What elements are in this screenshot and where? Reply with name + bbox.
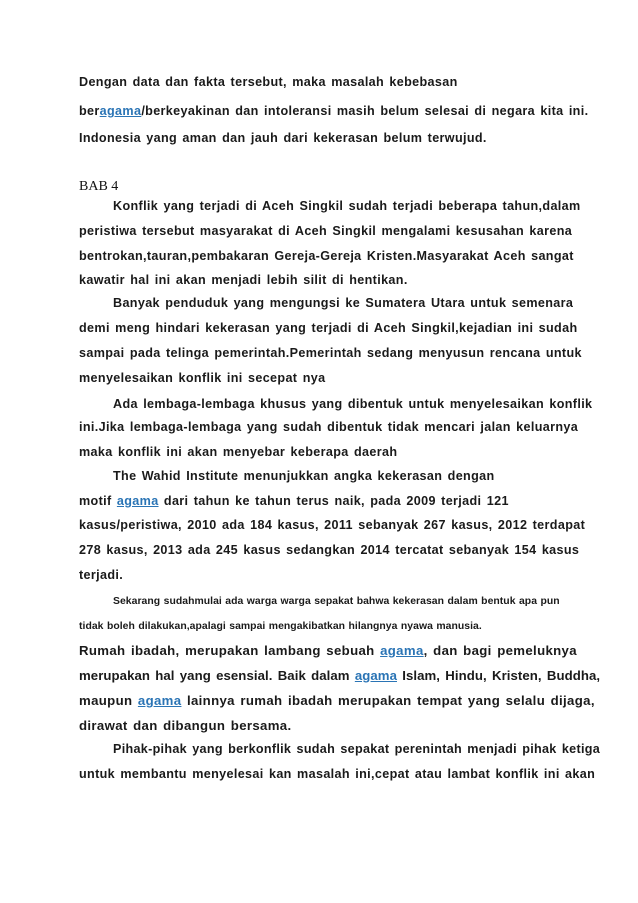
paragraph-line — [113, 596, 560, 607]
text-span: Konflik yang terjadi di Aceh Singkil sudah terjadi beberapa tahun,dalam — [113, 199, 581, 213]
paragraph-line — [79, 494, 509, 508]
paragraph-line — [79, 643, 577, 658]
text-span: dirawat dan dibangun bersama. — [79, 718, 292, 733]
paragraph-line — [79, 371, 325, 385]
paragraph-line — [113, 397, 592, 411]
paragraph-line — [79, 249, 574, 263]
text-span: The Wahid Institute menunjukkan angka kekerasan dengan — [113, 469, 495, 483]
chapter-heading: BAB 4 — [79, 179, 119, 194]
paragraph-line — [79, 668, 600, 683]
text-span: kawatir hal ini akan menjadi lebih silit di hentikan. — [79, 273, 408, 287]
text-span: 278 kasus, 2013 ada 245 kasus sedangkan 2014 tercatat sebanyak 154 kasus — [79, 543, 580, 557]
agama-link[interactable]: agama — [354, 668, 397, 683]
text-span: tidak boleh dilakukan,apalagi sampai mengakibatkan hilangnya nyawa manusia. — [79, 621, 482, 632]
text-span: sampai pada telinga pemerintah.Pemerintah sedang menyusun rencana untuk — [79, 346, 582, 360]
paragraph-line — [79, 131, 487, 145]
text-span: merupakan hal yang esensial. Baik dalam — [79, 668, 355, 683]
text-span: ber — [79, 104, 100, 118]
text-span: Ada lembaga-lembaga khusus yang dibentuk untuk menyelesaikan konflik — [113, 397, 593, 411]
text-span: Sekarang sudahmulai ada warga warga sepakat bahwa kekerasan dalam bentuk apa pun — [113, 596, 560, 607]
paragraph-line — [113, 742, 600, 756]
text-span: Banyak penduduk yang mengungsi ke Sumatera Utara untuk semenara — [113, 296, 574, 310]
agama-link[interactable]: agama — [116, 494, 159, 508]
text-span: demi meng hindari kekerasan yang terjadi di Aceh Singkil,kejadian ini sudah — [79, 321, 578, 335]
paragraph-line — [79, 718, 292, 733]
text-span: /berkeyakinan dan intoleransi masih belum selesai di negara kita ini. — [141, 104, 589, 118]
agama-link[interactable]: agama — [99, 104, 142, 118]
paragraph-line — [79, 693, 595, 708]
text-span: terjadi. — [79, 568, 124, 582]
text-span: kasus/peristiwa, 2010 ada 184 kasus, 2011 sebanyak 267 kasus, 2012 terdapat — [79, 518, 586, 532]
text-span: peristiwa tersebut masyarakat di Aceh Singkil mengalami kesusahan karena — [79, 224, 573, 238]
paragraph-line — [79, 568, 123, 582]
paragraph-line — [79, 346, 582, 360]
paragraph-line — [79, 543, 579, 557]
text-span: ini.Jika lembaga-lembaga yang sudah dibentuk tidak mencari jalan keluarnya — [79, 420, 579, 434]
text-span: untuk membantu menyelesai kan masalah ini,cepat atau lambat konflik ini akan — [79, 767, 596, 781]
paragraph-line — [79, 224, 572, 238]
paragraph-line — [79, 518, 585, 532]
agama-link[interactable]: agama — [380, 643, 424, 658]
text-span: Indonesia yang aman dan jauh dari kekerasan belum terwujud. — [79, 131, 487, 145]
text-span: menyelesaikan konflik ini secepat nya — [79, 371, 326, 385]
paragraph-line — [79, 621, 482, 632]
text-span: maka konflik ini akan menyebar keberapa daerah — [79, 445, 398, 459]
text-span: Pihak-pihak yang berkonflik sudah sepakat perenintah menjadi pihak ketiga — [113, 742, 601, 756]
text-span: Islam, Hindu, Kristen, Buddha, — [396, 668, 601, 683]
paragraph-line — [113, 296, 573, 310]
text-span: , dan bagi pemeluknya — [423, 643, 577, 658]
text-span: motif — [79, 494, 117, 508]
paragraph-line — [79, 104, 588, 118]
agama-link[interactable]: agama — [137, 693, 182, 708]
paragraph-line — [79, 420, 578, 434]
paragraph-line — [79, 767, 595, 781]
paragraph-line — [113, 469, 495, 483]
paragraph-line — [113, 199, 581, 213]
text-span: maupun — [79, 693, 138, 708]
paragraph-line — [79, 321, 578, 335]
paragraph-line — [79, 75, 458, 89]
paragraph-line — [79, 445, 397, 459]
text-span: Rumah ibadah, merupakan lambang sebuah — [79, 643, 381, 658]
text-span: lainnya rumah ibadah merupakan tempat yang selalu dijaga, — [181, 693, 595, 708]
text-span: dari tahun ke tahun terus naik, pada 2009 terjadi 121 — [158, 494, 509, 508]
text-span: bentrokan,tauran,pembakaran Gereja-Gereja Kristen.Masyarakat Aceh sangat — [79, 249, 574, 263]
text-span: Dengan data dan fakta tersebut, maka masalah kebebasan — [79, 75, 458, 89]
paragraph-line — [79, 273, 408, 287]
